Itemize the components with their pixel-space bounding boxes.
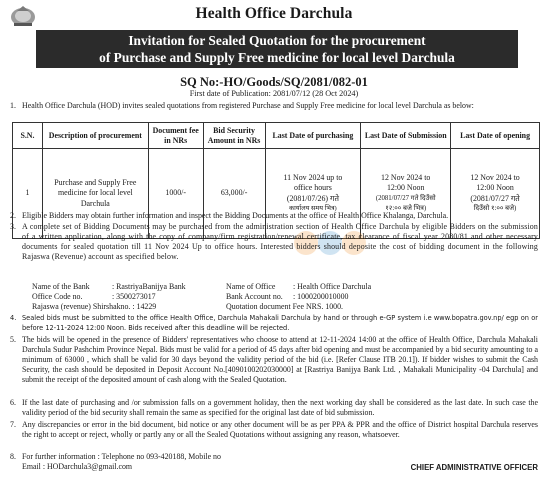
office-title: Health Office Darchula <box>195 5 353 22</box>
office-name-label: Name of Office <box>226 282 276 291</box>
paragraph-3 <box>10 222 538 262</box>
office-name-value: : Health Office Darchula <box>293 282 372 291</box>
cell-bid-security: 63,000/- <box>203 149 265 239</box>
paragraph-text: Eligible Bidders may obtain further information and inspect the Bidding Documents at the office of Health Office Khalanga, Darchula. <box>22 211 449 220</box>
paragraph-number: 6. <box>10 398 16 407</box>
paragraph-number: 7. <box>10 420 16 429</box>
paragraph-text: Any discrepancies or error in the bid document, bid notice or any other document will be as per PPA & PPR and the office of District hospital Darchula reserves the right to accept or reject, wholly or partly any or all the Sealed Quotations without assigning any reason, whatsoever. <box>22 420 538 439</box>
paragraph-text: A complete set of Bidding Documents may be purchased from the administration section of Health Office Darchula by eligible Bidders on the submission of a written application, along with the copy of company/firm registration/renewal certificate, tax clearance of fiscal year 2080/81 and other necessary documents for sealed quotation till 11 Nov 2024 Up to office hours. Interested bidders should deposite the cost of bidding document in the following Rajaswa (Revenue) account as specified below. <box>22 222 538 261</box>
paragraph-number: 3. <box>10 222 16 231</box>
paragraph-5 <box>10 335 538 385</box>
banner-line-1: Invitation for Sealed Quotation for the procurement <box>128 33 426 48</box>
header-last-date-submission: Last Date of Submission <box>361 123 451 149</box>
header-last-date-opening: Last Date of opening <box>451 123 540 149</box>
paragraph-7 <box>10 420 538 440</box>
header-description: Description of procurement <box>42 123 148 149</box>
submission-line-1: 12 Nov 2024 to <box>381 172 431 182</box>
bank-account-value: : 1000200010000 <box>293 292 349 301</box>
header-sn: S.N. <box>13 123 43 149</box>
header-last-date-purchasing: Last Date of purchasing <box>265 123 361 149</box>
publication-date: First date of Publication: 2081/07/12 (28 Oct 2024) <box>189 89 359 98</box>
signature-title: CHIEF ADMINISTRATIVE OFFICER <box>410 463 538 472</box>
contact-email: Email : HODarchula3@gmail.com <box>22 462 133 471</box>
cell-description: Purchase and Supply Free medicine for local level Darchula <box>42 149 148 239</box>
purchasing-line-3: (2081/07/26) गते <box>286 193 339 203</box>
paragraph-text: Sealed bids must be submitted to the office Health Office, Darchula Mahakali Darchula by hand or through e-GP system i.e www.bopatra.gov.np/ egp on or before 12-11-2024 12:00 Noon. Bids received after this deadline will be rejected. <box>22 314 538 332</box>
paragraph-6 <box>10 398 538 418</box>
opening-line-4: दिउँसो १:०० बजे) <box>473 205 517 212</box>
paragraph-text: Health Office Darchula (HOD) invites sealed quotations from registered Purchase and Supply Free medicine for local level Darchula as below: <box>22 101 474 110</box>
quotation-fee: Quotation document Fee NRS. 1000. <box>226 302 344 311</box>
paragraph-number: 8. <box>10 452 16 461</box>
purchasing-line-1: 11 Nov 2024 up to <box>283 172 343 182</box>
purchasing-line-2: office hours <box>294 183 332 192</box>
paragraph-text: For further information : Telephone no 093-420188, Mobile no <box>22 452 221 461</box>
cell-sn: 1 <box>13 149 43 239</box>
paragraph-text: The bids will be opened in the presence of Bidders' representatives who choose to attend at 12-11-2024 14:00 at the office of Health Office, Darchula Mahakali Darchula Sudur Pashchim Province Nepal. Bids must be valid for a period of 45 days after bid opening and must be accompanied by a bid security amounting to a minimum of 63000 , which shall be valid for 30 days beyond the validity period of the bid (i.e. [Refer Clause ITB 20.1]). If bidder wishes to submit the Cash Security, the cash should be deposited in Deposit Account No.[4090100202030000] at [Rastriya Banijya Bank Ltd. , Mahakali Municipality -04 Darchula] and submit the receipt of the deposited amount of cash along with the Sealed Quotation. <box>22 335 538 384</box>
paragraph-4 <box>10 313 538 333</box>
bank-name-label: Name of the Bank <box>32 282 90 291</box>
header-bid-security: Bid Security Amount in NRs <box>203 123 265 149</box>
rajaswa-code: Rajaswa (revenue) Shirshakno. : 14229 <box>32 302 157 311</box>
submission-line-3: (2081/07/27 गते दिउँसो <box>375 194 436 202</box>
banner-line-2: of Purchase and Supply Free medicine for local level Darchula <box>99 50 455 65</box>
paragraph-number: 1. <box>10 101 16 110</box>
office-code-label: Office Code no. <box>32 292 83 301</box>
purchasing-line-4: कार्यालय समय भित्र) <box>289 205 337 212</box>
invitation-banner <box>36 30 518 68</box>
table-header-row <box>13 123 540 149</box>
bank-account-label: Bank Account no. <box>226 292 283 301</box>
sq-number: SQ No:-HO/Goods/SQ/2081/082-01 <box>180 75 368 89</box>
office-code-value: : 3500273017 <box>112 292 156 301</box>
cell-document-fee: 1000/- <box>148 149 203 239</box>
submission-line-2: 12:00 Noon <box>386 183 425 192</box>
submission-line-4: १२:०० बजे भित्र) <box>385 205 427 212</box>
opening-line-3: (2081/07/27 गते <box>470 193 520 203</box>
paragraph-number: 5. <box>10 335 16 344</box>
opening-line-2: 12:00 Noon <box>476 183 514 192</box>
paragraph-text: If the last date of purchasing and /or submission falls on a government holiday, then the next working day shall be considered as the last date. In such case the validity period of the bid security shall remain the same as specified for the original last date of bid submission. <box>22 398 538 417</box>
paragraph-1 <box>10 101 538 111</box>
header-document-fee: Document fee in NRs <box>148 123 203 149</box>
opening-line-1: 12 Nov 2024 to <box>470 172 520 182</box>
bank-name-value: : RastriyaBanijya Bank <box>112 282 186 291</box>
paragraph-number: 2. <box>10 211 16 220</box>
paragraph-2 <box>10 211 538 221</box>
paragraph-number: 4. <box>10 314 17 322</box>
